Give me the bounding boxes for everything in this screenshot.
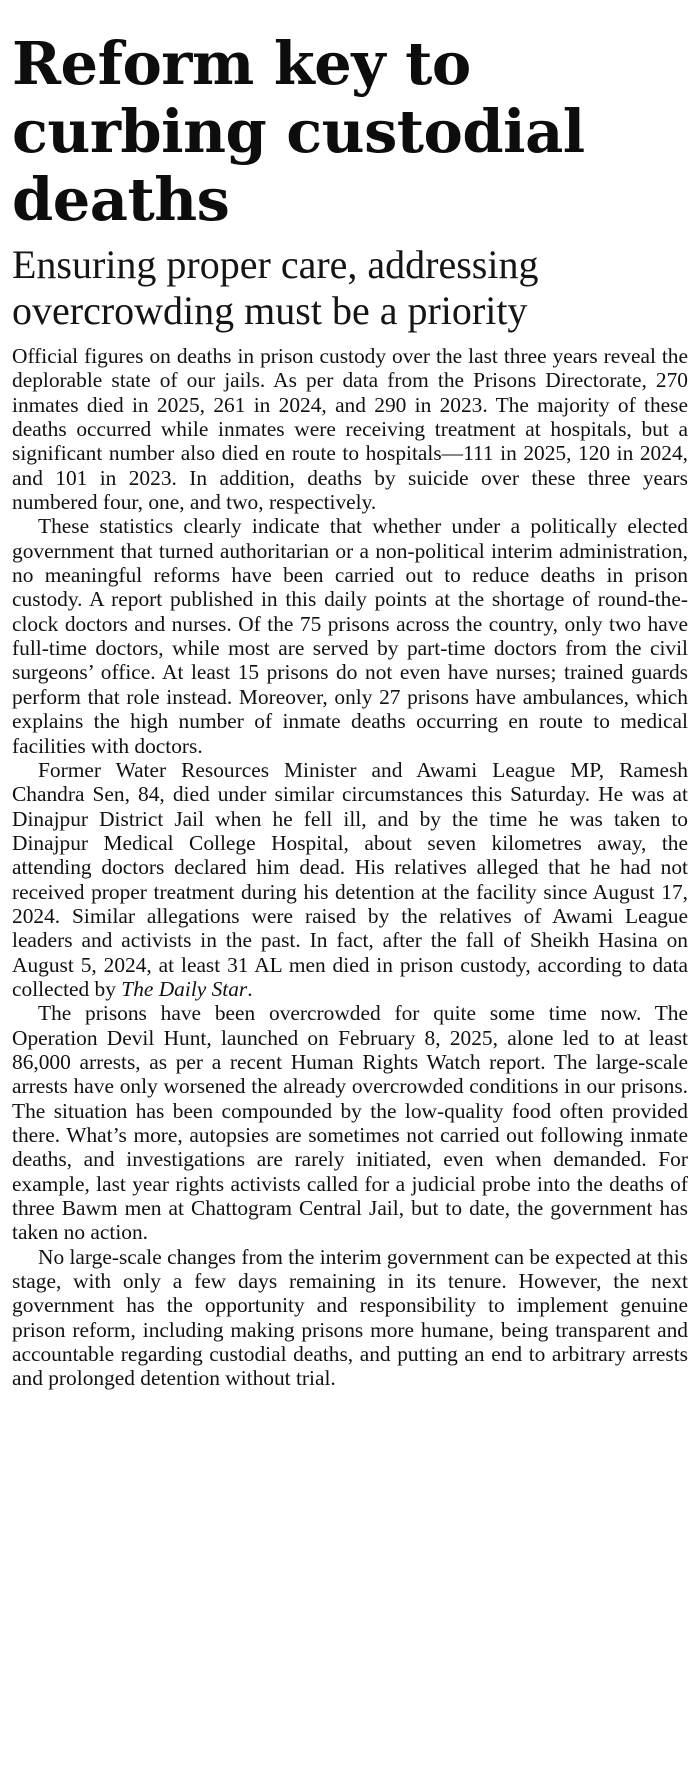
publication-name: The Daily Star: [121, 976, 248, 1001]
paragraph-2-text: These statistics clearly indicate that whether under a politically elected government that turned authoritarian or a non-political interim administration, no meaningful reforms have been carried out to reduce deaths in prison custody. A report published in this daily points at the shortage of round-the-clock doctors and nurses. Of the 75 prisons across the country, only two have full-time doctors, while most are served by part-time doctors from the civil surgeons’ office. At least 15 prisons do not even have nurses; trained guards perform that role instead. Moreover, only 27 prisons have ambulances, which explains the high number of inmate deaths occurring en route to medical facilities with doctors.: [12, 514, 688, 758]
paragraph-4-text: The prisons have been overcrowded for quite some time now. The Operation Devil Hunt, launched on February 8, 2025, alone led to at least 86,000 arrests, as per a recent Human Rights Watch report. The large-scale arrests have only worsened the already overcrowded conditions in our prisons. The situation has been compounded by the low-quality food often provided there. What’s more, autopsies are sometimes not carried out following inmate deaths, and investigations are rarely initiated, even when demanded. For example, last year rights activists called for a judicial probe into the deaths of three Bawm men at Chattogram Central Jail, but to date, the government has taken no action.: [12, 1001, 688, 1245]
paragraph-1: [12, 344, 688, 514]
paragraph-1-text: Official figures on deaths in prison custody over the last three years reveal the deplorable state of our jails. As per data from the Prisons Directorate, 270 inmates died in 2025, 261 in 2024, and 290 in 2023. The majority of these deaths occurred while inmates were receiving treatment at hospitals, but a significant number also died en route to hospitals—111 in 2025, 120 in 2024, and 101 in 2023. In addition, deaths by suicide over these three years numbered four, one, and two, respectively.: [12, 344, 688, 515]
paragraph-3-end: .: [247, 976, 253, 1001]
paragraph-3-text: Former Water Resources Minister and Awami League MP, Ramesh Chandra Sen, 84, died under similar circumstances this Saturday. He was at Dinajpur District Jail when he fell ill, and by the time he was taken to Dinajpur Medical College Hospital, about seven kilometres away, the attending doctors declared him dead. His relatives alleged that he had not received proper treatment during his detention at the facility since August 17, 2024. Similar allegations were raised by the relatives of Awami League leaders and activists in the past. In fact, after the fall of Sheikh Hasina on August 5, 2024, at least 31 AL men died in prison custody, according to data collected by: [12, 757, 688, 1001]
subheadline: Ensuring proper care, addressing overcrowding must be a priority: [12, 242, 539, 333]
paragraph-4: [12, 1001, 688, 1244]
paragraph-5-text: No large-scale changes from the interim government can be expected at this stage, with only a few days remaining in its tenure. However, the next government has the opportunity and responsibility to implement genuine prison reform, including making prisons more humane, being transparent and accountable regarding custodial deaths, and putting an end to arbitrary arrests and prolonged detention without trial.: [12, 1244, 688, 1391]
headline: Reform key to curbing custodial deaths: [12, 29, 585, 234]
paragraph-5: [12, 1245, 688, 1391]
article-body: [12, 344, 688, 1391]
paragraph-2: [12, 514, 688, 757]
paragraph-3: [12, 758, 688, 1001]
